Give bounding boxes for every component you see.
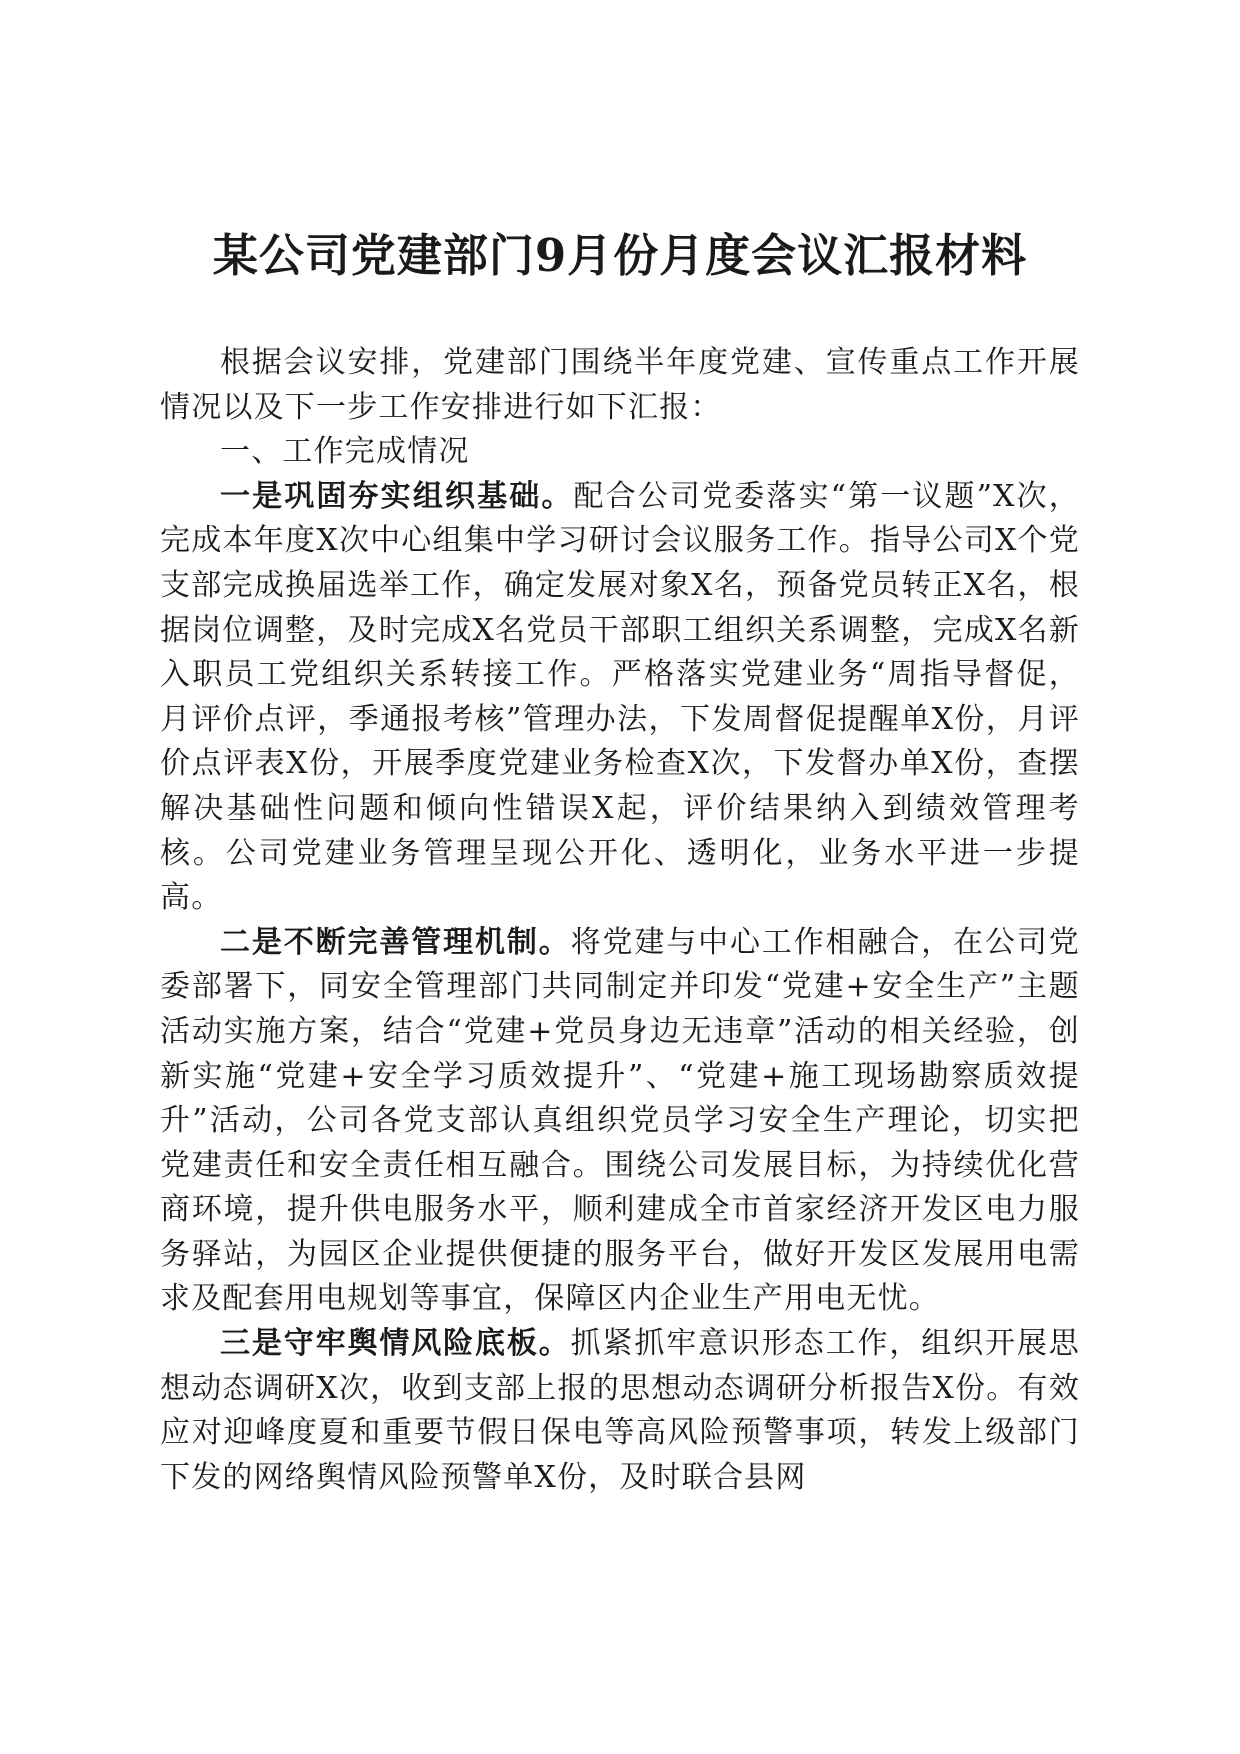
item-lead-public-opinion: 三是守牢舆情风险底板。 [220,1326,571,1362]
section-heading-work-completion: 一、工作完成情况 [220,434,470,470]
item-lead-mechanism: 二是不断完善管理机制。 [220,924,571,960]
document-body [160,341,1080,1500]
item-paragraph-mechanism [160,921,1080,1322]
document-title: 某公司党建部门9月份月度会议汇报材料 [212,229,1028,282]
item-text-mechanism: 将党建与中心工作相融合，在公司党委部署下，同安全管理部门共同制定并印发“党建+安全生产”主题活动实施方案，结合“党建+党员身边无违章”活动的相关经验，创新实施“党建+安全学习质效提升”、“党建+施工现场勘察质效提升”活动，公司各党支部认真组织党员学习安全生产理论，切实把党建责任和安全责任相互融合。围绕公司发展目标，为持续优化营商环境，提升供电服务水平，顺利建成全市首家经济开发区电力服务驿站，为园区企业提供便捷的服务平台，做好开发区发展用电需求及配套用电规划等事宜，保障区内企业生产用电无忧。 [160,924,1081,1317]
item-paragraph-organization [160,475,1080,921]
intro-paragraph: 根据会议安排，党建部门围绕半年度党建、宣传重点工作开展情况以及下一步工作安排进行如下汇报： [160,345,1080,425]
item-text-public-opinion: 抓紧抓牢意识形态工作，组织开展思想动态调研X次，收到支部上报的思想动态调研分析报告X份。有效应对迎峰度夏和重要节假日保电等高风险预警事项，转发上级部门下发的网络舆情风险预警单X份，及时联合县网 [160,1326,1081,1495]
item-paragraph-public-opinion [160,1322,1080,1500]
item-text-organization: 配合公司党委落实“第一议题”X次，完成本年度X次中心组集中学习研讨会议服务工作。指导公司X个党支部完成换届选举工作，确定发展对象X名，预备党员转正X名，根据岗位调整，及时完成X名党员干部职工组织关系调整，完成X名新入职员工党组织关系转接工作。严格落实党建业务“周指导督促，月评价点评，季通报考核”管理办法，下发周督促提醒单X份，月评价点评表X份，开展季度党建业务检查X次，下发督办单X份，查摆解决基础性问题和倾向性错误X起，评价结果纳入到绩效管理考核。公司党建业务管理呈现公开化、透明化，业务水平进一步提高。 [160,478,1081,916]
item-lead-organization: 一是巩固夯实组织基础。 [220,478,574,514]
